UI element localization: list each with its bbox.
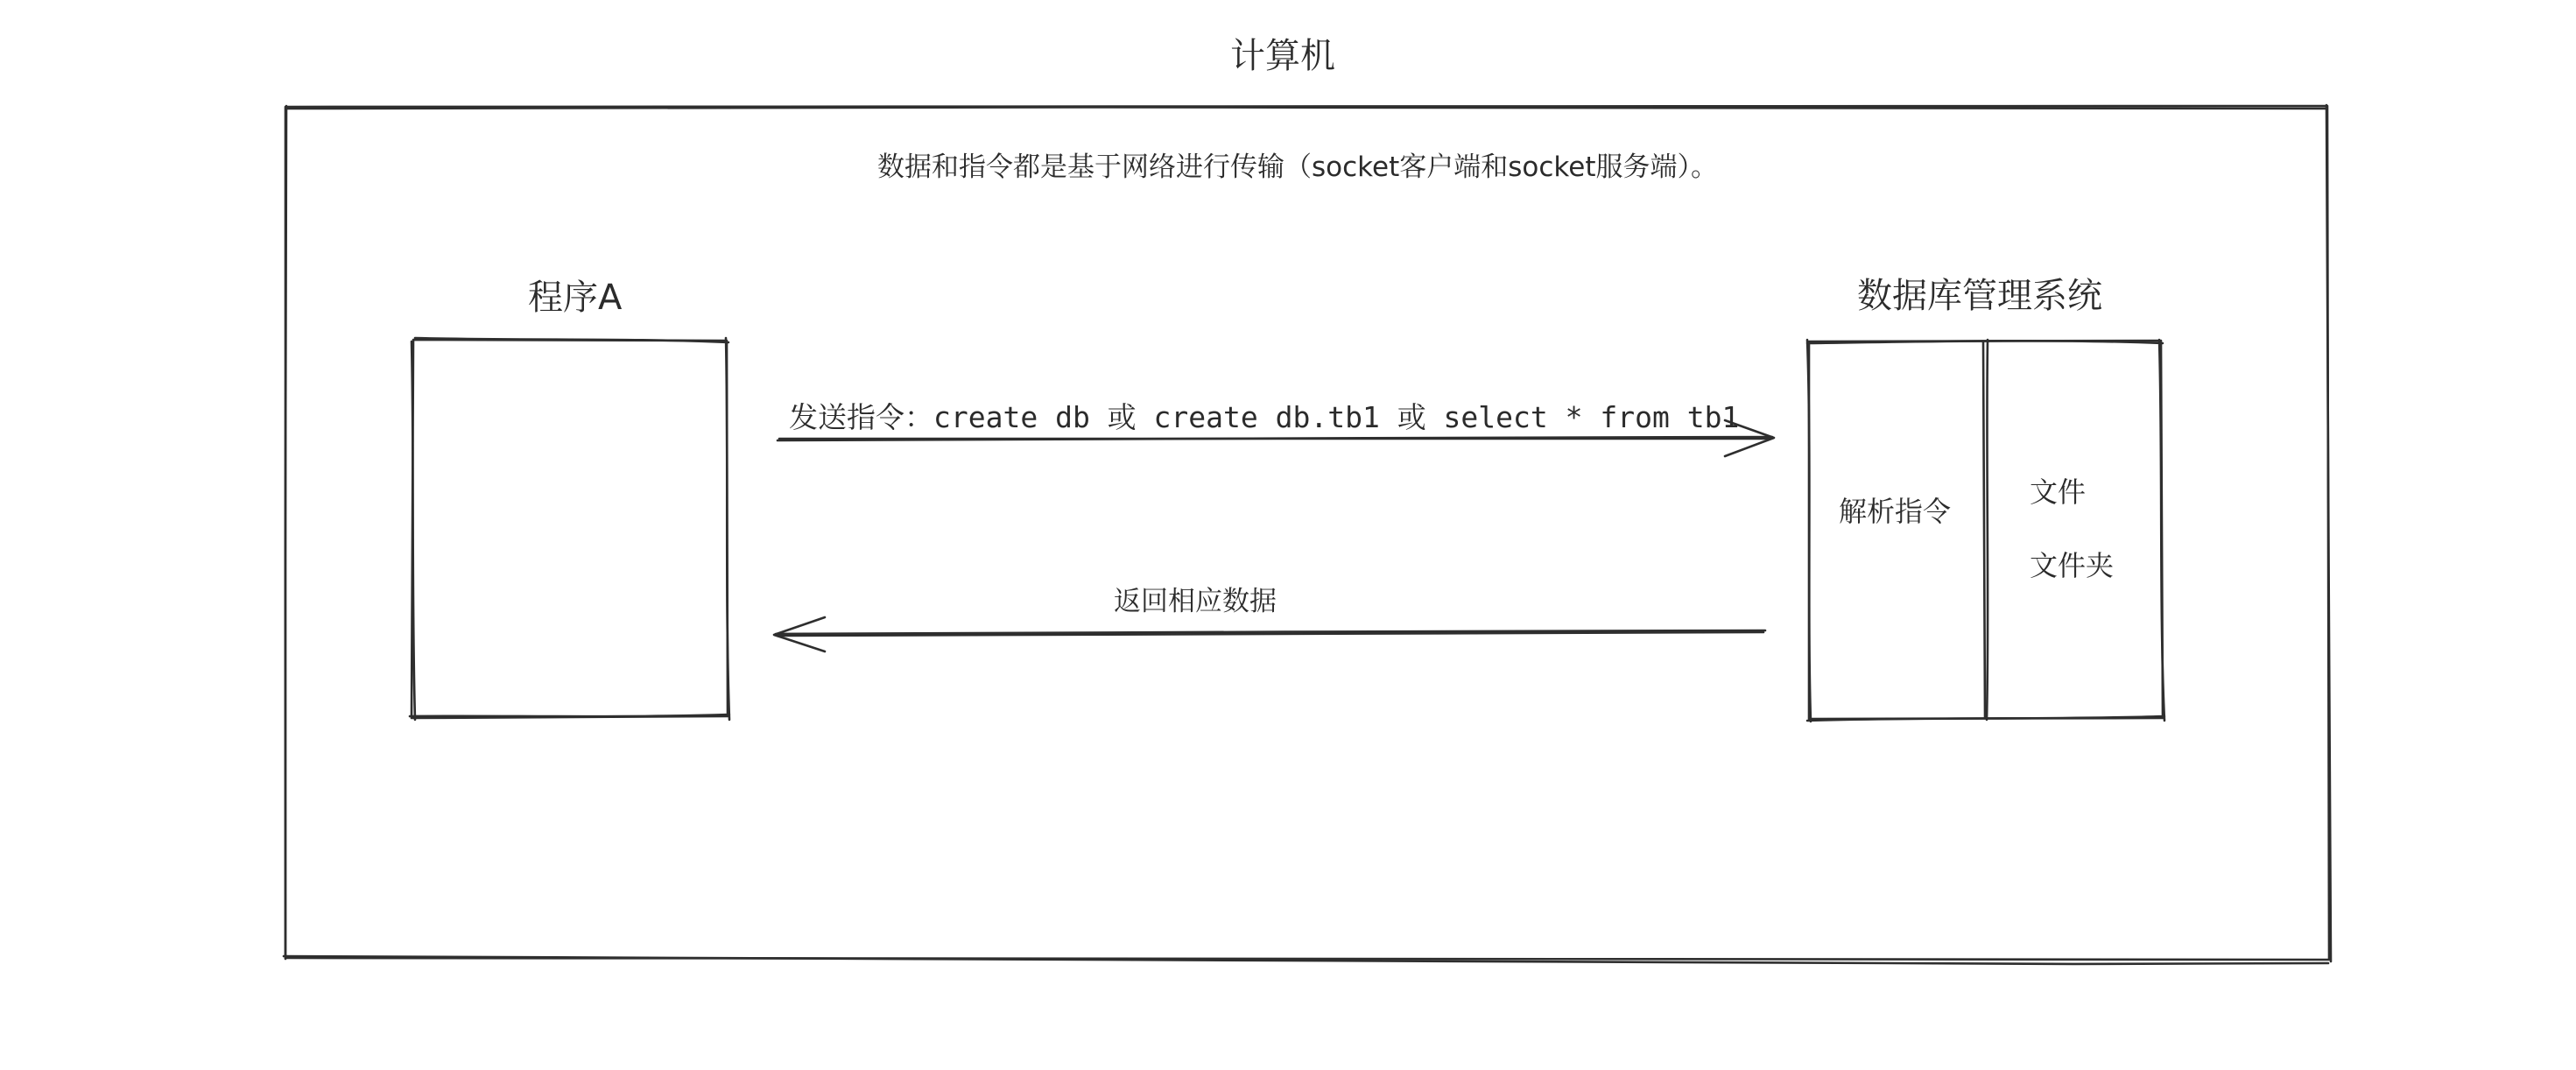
- dbms-label: 数据库管理系统: [1857, 276, 2102, 316]
- send-arrow-label: 发送指令：create db 或 create db.tb1 或 select * from tb1: [789, 400, 1740, 434]
- diagram-title: 计算机: [1230, 36, 1335, 76]
- dbms-divider: [1983, 340, 1988, 720]
- program-a-label: 程序A: [528, 278, 623, 318]
- file-label: 文件: [2030, 475, 2087, 509]
- network-note: 数据和指令都是基于网络进行传输（socket客户端和socket服务端）。: [877, 151, 1718, 183]
- parse-command-label: 解析指令: [1839, 495, 1952, 528]
- return-arrow: [774, 617, 1765, 651]
- program-a-box: [410, 338, 729, 720]
- computer-boundary: [284, 105, 2331, 964]
- return-arrow-label: 返回相应数据: [1114, 586, 1277, 617]
- folder-label: 文件夹: [2030, 549, 2115, 582]
